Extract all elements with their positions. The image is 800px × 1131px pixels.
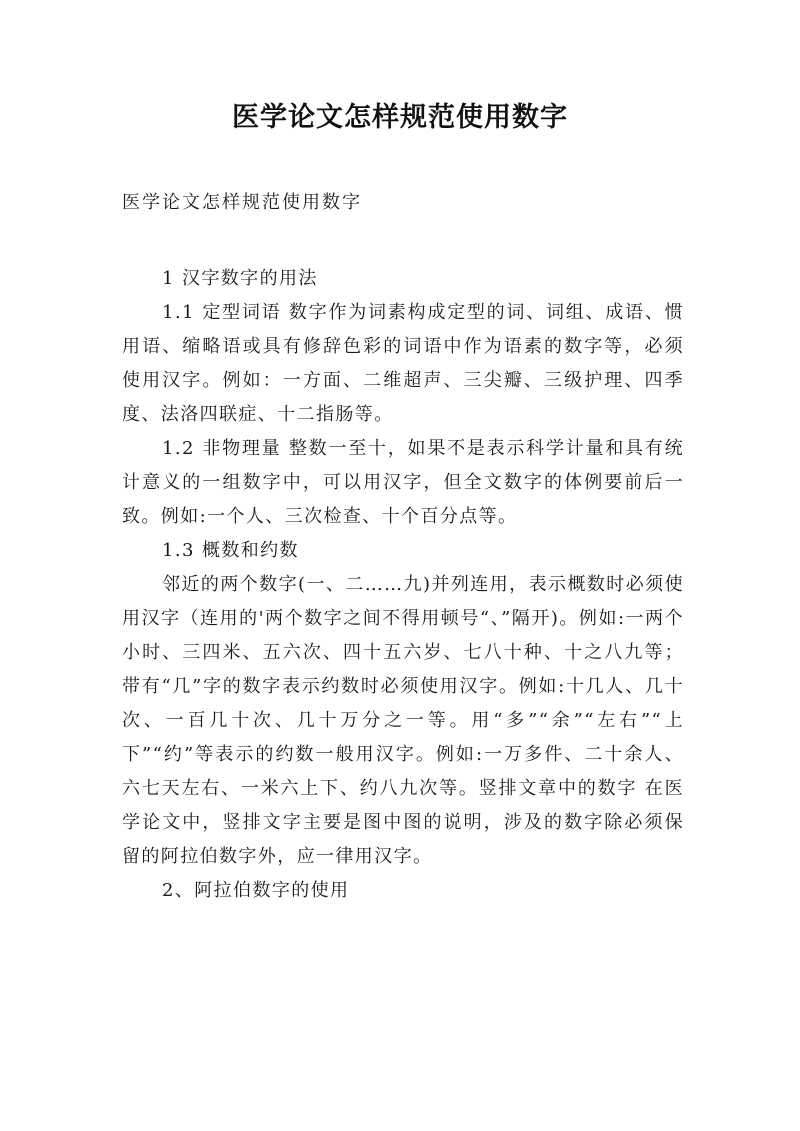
paragraph-1-2: 1.2 非物理量 整数一至十，如果不是表示科学计量和具有统计意义的一组数字中，可以用汉字，但全文数字的体例要前后一致。例如:一个人、三次检查、十个百分点等。 bbox=[122, 438, 684, 527]
section-heading-1-3: 1.3 概数和约数 bbox=[162, 540, 299, 561]
paragraph-1-3: 邻近的两个数字(一、二……九)并列连用，表示概数时必须使用汉字（连用的'两个数字之间不得用顿号“、”隔开)。例如:一两个小时、三四米、五六次、四十五六岁、七八十种、十之八九等；带有“几”字的数字表示约数时必须使用汉字。例如:十几人、几十次、一百几十次、几十万分之一等。用“多”“余”“左右”“上下”“约”等表示的约数一般用汉字。例如:一万多件、二十余人、六七天左右、一米六上下、约八九次等。竖排文章中的数字 在医学论文中，竖排文字主要是图中图的说明，涉及的数字除必须保留的阿拉伯数字外，应一律用汉字。 bbox=[122, 574, 684, 867]
document-title: 医学论文怎样规范使用数字 bbox=[232, 102, 568, 133]
section-heading-1: 1 汉字数字的用法 bbox=[162, 268, 318, 289]
paragraph-1-1: 1.1 定型词语 数字作为词素构成定型的词、词组、成语、惯用语、缩略语或具有修辞色彩的词语中作为语素的数字等，必须使用汉字。例如：一方面、二维超声、三尖瓣、三级护理、四季度、法洛四联症、十二指肠等。 bbox=[122, 302, 684, 425]
section-heading-2: 2、阿拉伯数字的使用 bbox=[162, 880, 350, 901]
document-body bbox=[122, 262, 684, 908]
document-subtitle: 医学论文怎样规范使用数字 bbox=[122, 192, 362, 213]
